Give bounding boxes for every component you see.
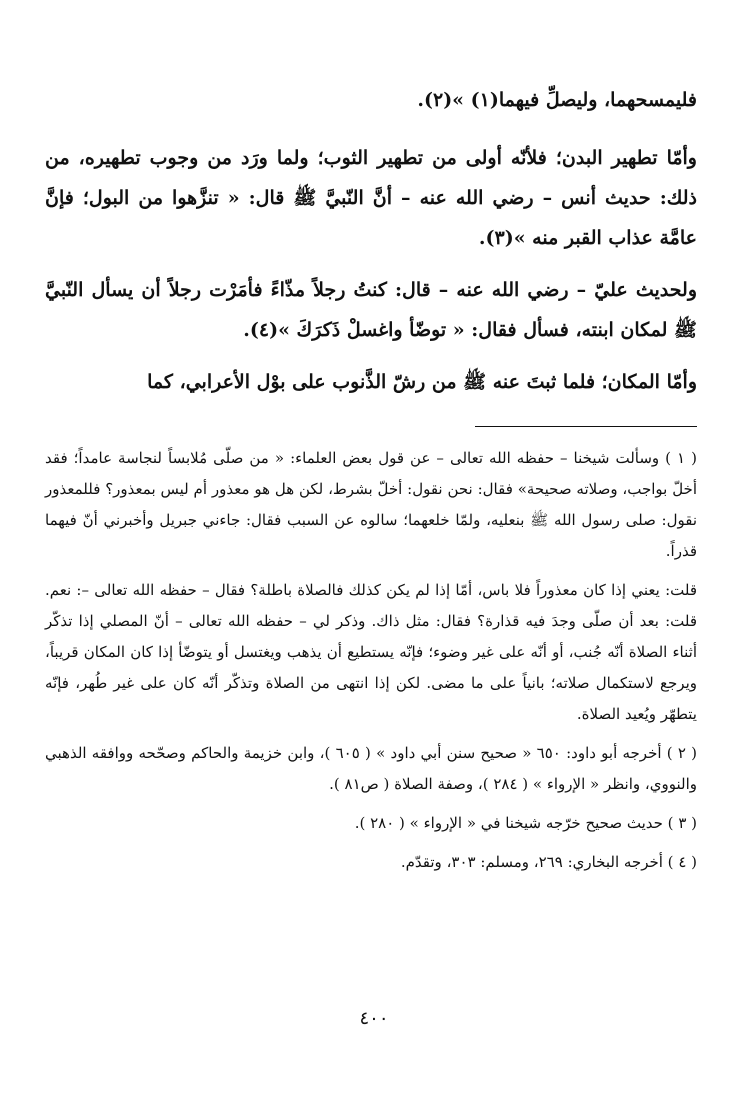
- footnotes: [45, 443, 697, 878]
- footnote-3: ( ٣ ) حديث صحيح خرّجه شيخنا في « الإرواء » ( ٢٨٠ ).: [354, 814, 697, 832]
- footnote-2: ( ٢ ) أخرجه أبو داود: ٦٥٠ « صحيح سنن أبي داود » ( ٦٠٥ )، وابن خزيمة والحاكم وصحّحه ووافقه الذهبي والنووي، وانظر « الإرواء » ( ٢٨٤ )، وصفة الصلاة ( ص٨١ ).: [45, 744, 698, 793]
- page-number: ٤٠٠: [359, 1008, 389, 1029]
- footnote-4: ( ٤ ) أخرجه البخاري: ٢٦٩، ومسلم: ٣٠٣، وتقدّم.: [400, 853, 697, 871]
- footnote-1: ( ١ ) وسألت شيخنا – حفظه الله تعالى – عن قول بعض العلماء: « من صلّى مُلابساً لنجاسة عامداً؛ فقد أخلّ بواجب، وصلاته صحيحة» فقال: نحن نقول: أخلّ بشرط، لكن هل هو معذور أم ليس بمعذور؟ فللمعذور نقول: صلى رسول الله ﷺ بنعليه، ولمّا خلعهما؛ سالوه عن السبب فقال: جاءني جبريل وأخبرني أنّ فيهما قذراً.: [45, 449, 697, 560]
- body-paragraph-3: ولحديث عليّ – رضي الله عنه – قال: كنتُ رجلاً مذّاءً فأمَرْت رجلاً أن يسأل النّبيَّ ﷺ لمكان ابنته، فسأل فقال: « توضّأ واغسلْ ذَكرَكَ »(٤).: [45, 279, 697, 341]
- page: [45, 80, 697, 886]
- footnote-divider: [475, 426, 697, 427]
- footnote-1-continued: قلت: يعني إذا كان معذوراً فلا باس، أمّا إذا لم يكن كذلك فالصلاة باطلة؟ فقال – حفظه الله تعالى –: نعم. قلت: بعد أن صلّى وجدَ فيه قذارة؟ فقال: مثل ذاك. وذكر لي – حفظه الله تعالى – أنّ المصلي إذا تذكّر أثناء الصلاة أنّه جُنب، أو أنّه على غير وضوء؛ فإنّه يستطيع أن يذهب ويغتسل أو يتوضّأ إذا كان المكان قريباً، ويرجع لاستكمال صلاته؛ بانياً على ما مضى. لكن إذا انتهى من الصلاة وتذكّر أنّه كان على غير طُهر، فإنّه يتطهّر ويُعيد الصلاة.: [45, 581, 697, 723]
- main-text: [45, 80, 697, 402]
- body-paragraph-4: وأمّا المكان؛ فلما ثبتَ عنه ﷺ من رشّ الذَّنوب على بوْل الأعرابي، كما: [147, 371, 697, 393]
- body-paragraph-2: وأمّا تطهير البدن؛ فلأنّه أولى من تطهير الثوب؛ ولما ورَد من وجوب تطهيره، من ذلك: حديث أنس – رضي الله عنه – أنَّ النّبيَّ ﷺ قال: « تنزَّهوا من البول؛ فإنَّ عامَّة عذاب القبر منه »(٣).: [45, 147, 697, 249]
- body-paragraph-1: فليمسحهما، وليصلِّ فيهما(١) »(٢).: [417, 89, 697, 111]
